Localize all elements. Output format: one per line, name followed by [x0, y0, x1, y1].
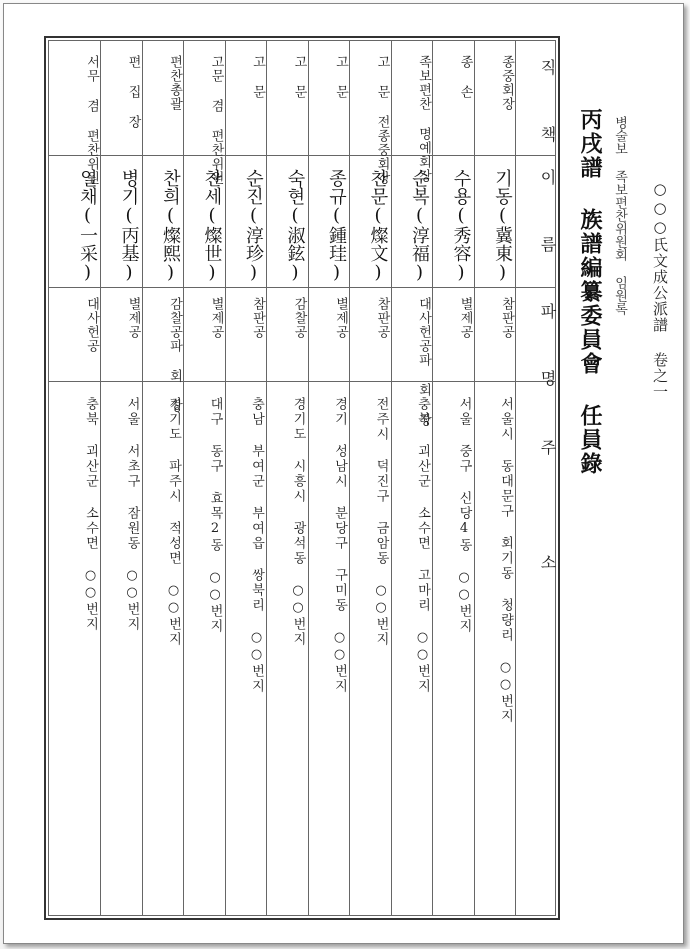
cell-title: 고 문 [291, 55, 307, 99]
cell-name: 순복(淳福) [409, 169, 430, 283]
table-column [100, 41, 142, 919]
cell-branch: 대사헌공 [84, 297, 99, 353]
table-column [349, 41, 391, 919]
cell-address: 서울시 동대문구 회기동 청량리 ○○번지 [498, 397, 513, 724]
table-column [391, 41, 433, 919]
cell-branch: 참판공 [374, 297, 390, 339]
cell-branch: 감찰공 [291, 297, 307, 339]
cell-title: 서무 겸 편찬위원 [84, 55, 99, 185]
header-title: 직 책 [538, 59, 557, 158]
cell-address: 충남 부여군 부여읍 쌍북리 ○○번지 [249, 397, 264, 694]
table-column [183, 41, 225, 919]
cell-name: 찬문(燦文) [367, 169, 389, 283]
roster-table [44, 36, 560, 920]
cell-branch: 별제공 [333, 297, 348, 339]
cell-branch: 별제공 [457, 297, 473, 339]
cell-title: 족보편찬 명예회장 [416, 55, 431, 183]
cell-branch: 참판공 [250, 297, 265, 339]
roster-table-grid [48, 40, 556, 916]
table-column [225, 41, 267, 919]
cell-title: 편 집 장 [125, 55, 141, 129]
cell-title: 편찬총괄 [167, 55, 182, 111]
cell-address: 경기도 시흥시 광석동 ○○번지 [290, 397, 306, 647]
header-branch: 파 명 [538, 303, 557, 402]
cell-title: 고문 겸 편찬위원 [208, 55, 224, 185]
header-name: 이 름 [538, 169, 557, 268]
cell-address: 경기도 파주시 적성면 ○○번지 [166, 397, 181, 647]
cell-name: 병기(丙基) [118, 169, 140, 283]
cell-name: 수용(秀容) [450, 169, 472, 283]
cell-title: 종 손 [457, 55, 473, 99]
main-title: 丙戌譜 族譜編纂委員會 任員錄 [577, 108, 603, 476]
cell-name: 종규(鍾珪) [326, 169, 347, 283]
cell-address: 서울 서초구 잠원동 ○○번지 [124, 397, 140, 632]
cell-address: 대구 동구 효목2동 ○○번지 [207, 397, 223, 634]
table-column [432, 41, 474, 919]
cell-name: 일채(一采) [77, 169, 98, 283]
document-page [3, 3, 684, 944]
cell-address: 경기 성남시 분당구 구미동 ○○번지 [332, 397, 347, 694]
cell-branch: 대사헌공파 회 장 [416, 297, 431, 427]
cell-address: 충북 괴산군 소수면 고마리 ○○번지 [415, 397, 430, 694]
cell-address: 충북 괴산군 소수면 ○○번지 [83, 397, 98, 632]
cell-address: 전주시 덕진구 금암동 ○○번지 [373, 397, 389, 647]
cell-title: 고 문 [250, 55, 265, 99]
cell-name: 숙현(淑鉉) [284, 169, 306, 283]
cell-name: 찬희(燦熙) [160, 169, 181, 283]
table-column [308, 41, 350, 919]
header-address: 주 소 [538, 439, 557, 610]
cell-branch: 감찰공파 회 장 [167, 297, 182, 413]
cell-title: 고 문 [333, 55, 348, 99]
cell-branch: 별제공 [125, 297, 141, 339]
cell-name: 순진(淳珍) [243, 169, 264, 283]
cell-title: 종중회장 [499, 55, 514, 111]
cell-name: 찬세(燦世) [201, 169, 223, 283]
table-column [142, 41, 184, 919]
cell-address: 서울 중구 신당4동 ○○번지 [456, 397, 472, 634]
cell-branch: 참판공 [499, 297, 514, 339]
table-column [266, 41, 308, 919]
table-column [59, 41, 101, 919]
cell-title: 고 문 전종중회장 [374, 55, 390, 185]
table-column [474, 41, 516, 919]
sub-title: 병술보 족보편찬위원회 임원록 [612, 116, 627, 315]
running-head: ○○○氏文成公派譜 卷之一 [651, 180, 669, 400]
cell-name: 기동(冀東) [492, 169, 513, 283]
cell-branch: 별제공 [208, 297, 224, 339]
